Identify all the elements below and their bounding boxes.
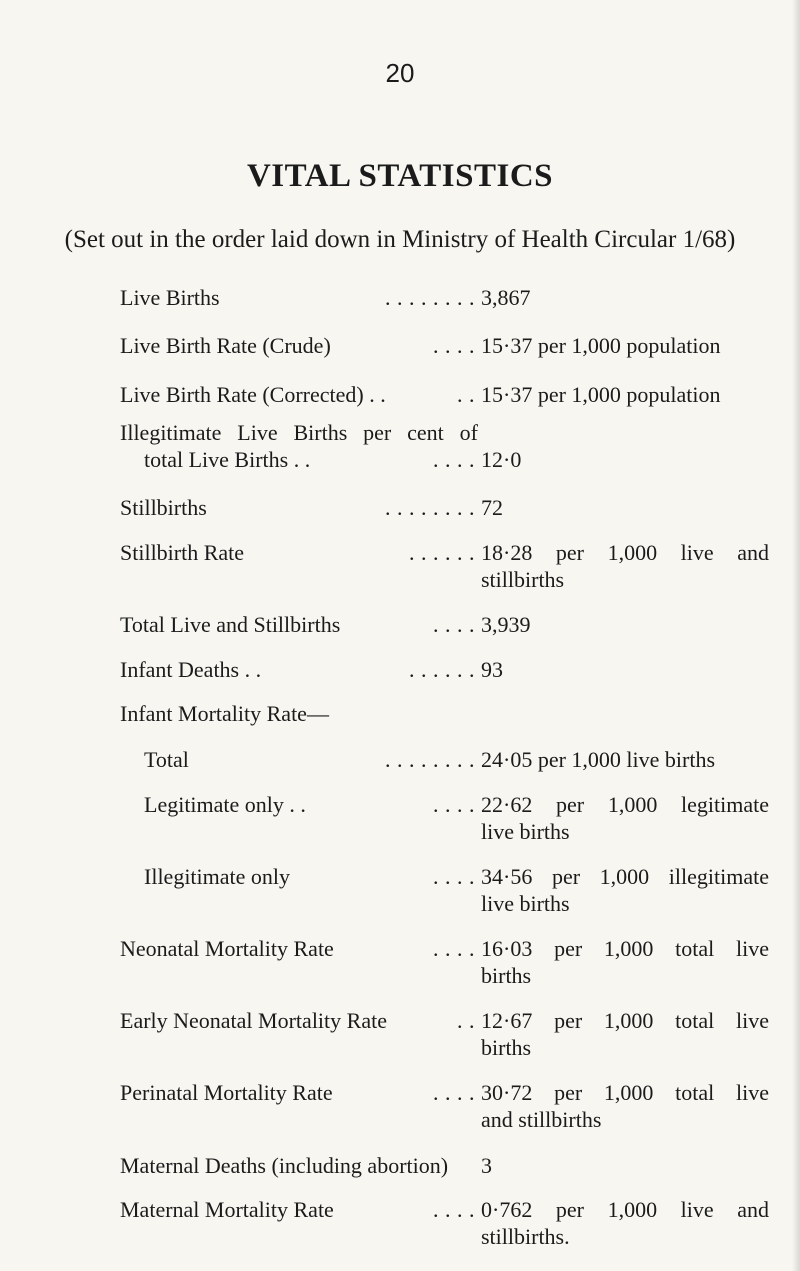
leader-dots: . . . . <box>433 447 475 472</box>
stat-value: 12·0 <box>481 447 522 472</box>
stat-value-continued: births <box>481 963 532 988</box>
leader-dots: . . . . <box>433 333 475 358</box>
leader-dots: . . . . <box>433 1080 475 1105</box>
leader-dots: . . . . <box>433 1197 475 1222</box>
page-number: 20 <box>385 58 415 88</box>
stat-value: 30·72 per 1,000 total live <box>481 1080 769 1105</box>
stat-value: 3,939 <box>481 612 531 637</box>
stat-value: 18·28 per 1,000 live and <box>481 540 769 565</box>
stat-value: 15·37 per 1,000 population <box>481 333 721 358</box>
stat-value-continued: stillbirths <box>481 567 565 592</box>
stat-value: 16·03 per 1,000 total live <box>481 936 769 961</box>
stat-label: Perinatal Mortality Rate <box>120 1080 333 1105</box>
stat-label: Live Birth Rate (Crude) <box>120 333 331 358</box>
stat-heading: Infant Mortality Rate— <box>120 701 329 726</box>
leader-dots: . . . . . . <box>409 657 475 682</box>
stat-label: Stillbirths <box>120 495 207 520</box>
stat-label: Early Neonatal Mortality Rate <box>120 1008 387 1033</box>
stat-label: Neonatal Mortality Rate <box>120 936 334 961</box>
stat-label: Stillbirth Rate <box>120 540 245 565</box>
stat-value: 3 <box>481 1153 492 1178</box>
stat-value-continued: and stillbirths <box>481 1107 602 1132</box>
stat-label: Maternal Deaths (including abortion) <box>120 1153 449 1178</box>
leader-dots: . . . . <box>433 792 475 817</box>
leader-dots: . . . . . . . . <box>385 495 475 520</box>
stat-value-continued: births <box>481 1035 532 1060</box>
stat-label-continued: total Live Births . . <box>144 447 311 472</box>
stat-value: 15·37 per 1,000 population <box>481 382 721 407</box>
stat-label: Legitimate only . . <box>144 792 306 817</box>
stat-label: Total Live and Stillbirths <box>120 612 341 637</box>
page-subtitle: (Set out in the order laid down in Ministry of Health Circular 1/68) <box>64 226 736 253</box>
stat-value: 12·67 per 1,000 total live <box>481 1008 769 1033</box>
leader-dots: . . . . <box>433 612 475 637</box>
page-title: VITAL STATISTICS <box>246 158 554 194</box>
stat-value-continued: stillbirths. <box>481 1224 570 1249</box>
stat-value: 22·62 per 1,000 legitimate <box>481 792 769 817</box>
stat-value: 34·56 per 1,000 illegitimate <box>481 864 769 889</box>
stat-label: Live Births <box>120 285 220 310</box>
stat-label: Illegitimate only <box>144 864 291 889</box>
leader-dots: . . . . . . . . <box>385 285 475 310</box>
stat-value: 72 <box>481 495 503 520</box>
stat-label: Maternal Mortality Rate <box>120 1197 334 1222</box>
stat-label: Total <box>144 747 189 772</box>
stat-value-continued: live births <box>481 819 570 844</box>
page-edge-shadow <box>792 0 800 1271</box>
stat-label: Infant Deaths . . <box>120 657 262 682</box>
leader-dots: . . . . <box>433 936 475 961</box>
stat-label: Illegitimate Live Births per cent of <box>120 420 478 445</box>
leader-dots: . . . . . . . . <box>385 747 475 772</box>
leader-dots: . . <box>457 1008 475 1033</box>
leader-dots: . . . . . . <box>409 540 475 565</box>
leader-dots: . . . . <box>433 864 475 889</box>
stat-value: 93 <box>481 657 503 682</box>
stat-value: 3,867 <box>481 285 531 310</box>
stat-value: 24·05 per 1,000 live births <box>481 747 716 772</box>
leader-dots: . . <box>457 382 475 407</box>
stat-value-continued: live births <box>481 891 570 916</box>
stat-label: Live Birth Rate (Corrected) . . <box>120 382 386 407</box>
stat-value: 0·762 per 1,000 live and <box>481 1197 769 1222</box>
